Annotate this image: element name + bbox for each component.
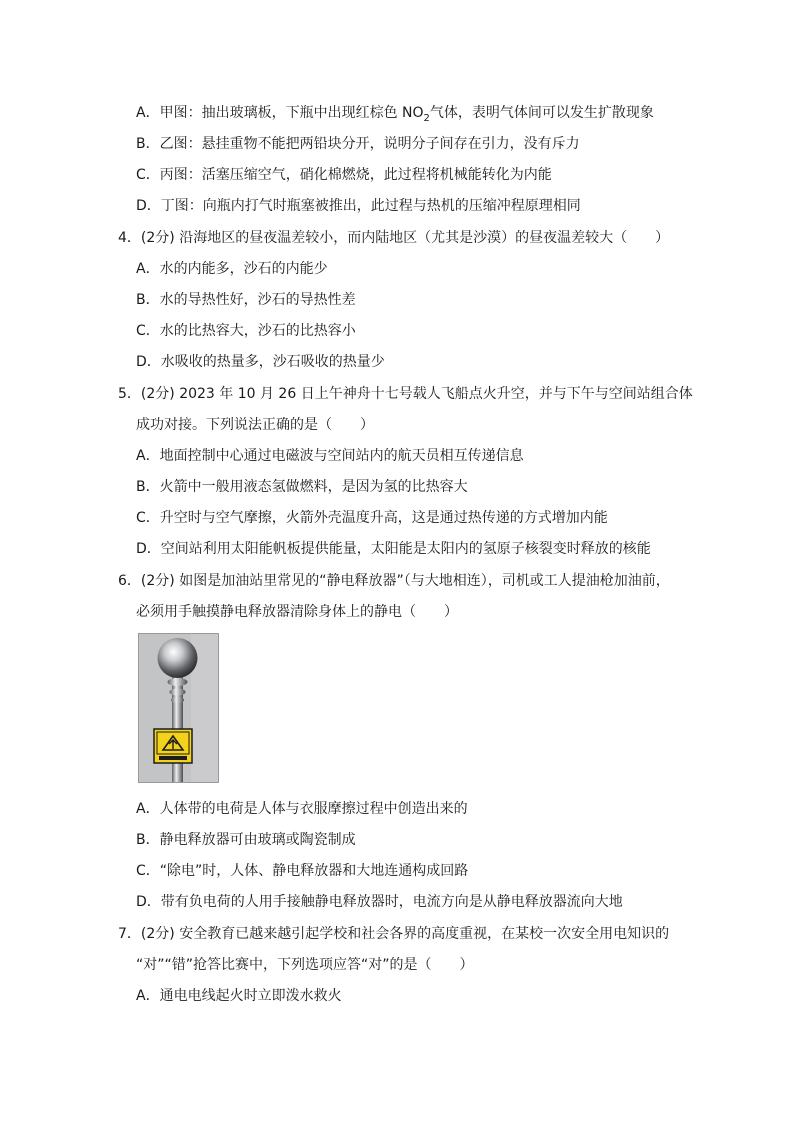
q5-option-c: C．升空时与空气摩擦，火箭外壳温度升高，这是通过热传递的方式增加内能: [136, 510, 608, 526]
q5-option-b: B．火箭中一般用液态氢做燃料，是因为氢的比热容大: [136, 479, 468, 495]
static-discharger-photo: [138, 633, 219, 783]
q6-stem-line2: 必须用手触摸静电释放器清除身体上的静电（ ）: [136, 604, 458, 620]
option-letter: D．: [136, 198, 161, 214]
subscript: 2: [423, 112, 430, 124]
q4-option-b: B．水的导热性好，沙石的导热性差: [136, 292, 356, 308]
option-letter: B．: [136, 136, 160, 152]
option-letter: C．: [136, 167, 160, 183]
q3-option-d: [136, 196, 581, 216]
q6-option-c: C．“除电”时，人体、静电释放器和大地连通构成回路: [136, 863, 469, 879]
option-text: 甲图：抽出玻璃板，下瓶中出现红棕色 NO: [159, 105, 424, 121]
q4-option-c: C．水的比热容大，沙石的比热容小: [136, 323, 356, 339]
q6-option-d: D．带有负电荷的人用手接触静电释放器时，电流方向是从静电释放器流向大地: [136, 894, 623, 910]
q4-stem: 4．(2分) 沿海地区的昼夜温差较小，而内陆地区（尤其是沙漠）的昼夜温差较大（ ）: [118, 230, 670, 246]
warning-sign-icon: [154, 729, 192, 763]
q7-option-a: A．通电电线起火时立即泼水救火: [136, 988, 342, 1004]
q6-option-a: A．人体带的电荷是人体与衣服摩擦过程中创造出来的: [136, 801, 468, 817]
q6-option-b: B．静电释放器可由玻璃或陶瓷制成: [136, 832, 356, 848]
q3-option-c: [136, 165, 552, 185]
q5-stem-line2: 成功对接。下列说法正确的是（ ）: [136, 417, 374, 433]
q6-stem-line1: 6．(2分) 如图是加油站里常见的“静电释放器”（与大地相连），司机或工人提油枪加油前，: [118, 573, 670, 589]
q5-option-a: A．地面控制中心通过电磁波与空间站内的航天员相互传递信息: [136, 448, 524, 464]
metal-ball: [158, 638, 198, 678]
q3-option-b: [136, 134, 580, 154]
q5-option-d: D．空间站利用太阳能帆板提供能量，太阳能是太阳内的氢原子核裂变时释放的核能: [136, 541, 651, 557]
option-text: 乙图：悬挂重物不能把两铅块分开，说明分子间存在引力，没有斥力: [159, 136, 580, 152]
option-letter: A．: [136, 105, 160, 121]
option-text: 气体，表明气体间可以发生扩散现象: [429, 105, 654, 121]
q4-option-a: A．水的内能多，沙石的内能少: [136, 261, 328, 277]
q3-option-a: [136, 103, 654, 123]
q7-stem-line2: “对”“错”抢答比赛中，下列选项应答“对”的是（ ）: [136, 957, 474, 973]
option-text: 丁图：向瓶内打气时瓶塞被推出，此过程与热机的压缩冲程原理相同: [160, 198, 581, 214]
static-discharger-illustration: [139, 634, 218, 782]
q5-stem-line1: 5．(2分) 2023 年 10 月 26 日上午神舟十七号载人飞船点火升空，并与下午与空间站组合体: [118, 386, 693, 402]
q7-stem-line1: 7．(2分) 安全教育已越来越引起学校和社会各界的高度重视，在某校一次安全用电知识的: [118, 926, 670, 942]
q4-option-d: D．水吸收的热量多，沙石吸收的热量少: [136, 354, 385, 370]
option-text: 丙图：活塞压缩空气，硝化棉燃烧，此过程将机械能转化为内能: [159, 167, 552, 183]
